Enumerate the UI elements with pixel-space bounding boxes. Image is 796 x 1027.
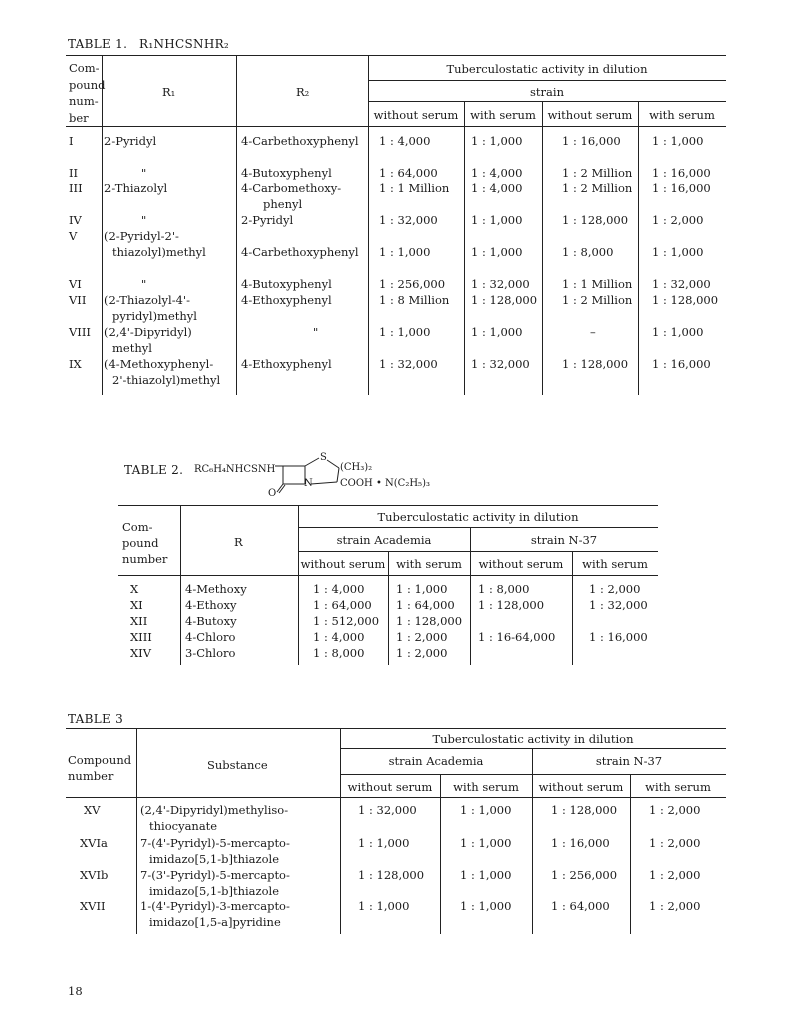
value-cell: 1 : 32,000: [471, 277, 530, 291]
table1-r2-header: R₂: [296, 85, 310, 99]
value-cell: 1 : 2,000: [396, 646, 448, 660]
table1-title: TABLE 1.: [68, 37, 128, 51]
compound-number: XI: [130, 598, 143, 612]
table1-col-header: with serum: [649, 108, 715, 122]
value-cell: 1 : 128,000: [358, 868, 425, 882]
r2-cell: 4-Ethoxyphenyl: [241, 293, 332, 307]
r1-cell: 2-Pyridyl: [104, 134, 157, 148]
value-cell: 1 : 1 Million: [379, 181, 450, 195]
compound-number: VIII: [69, 325, 91, 339]
value-cell: 1 : 1,000: [379, 325, 431, 339]
substance-cell: (2,4'-Dipyridyl)methyliso-: [140, 803, 289, 817]
substance-cell: imidazo[1,5-a]pyridine: [149, 915, 281, 929]
value-cell: 1 : 2,000: [396, 630, 448, 644]
value-cell: 1 : 1,000: [471, 245, 523, 259]
table3-substance-header: Substance: [207, 758, 268, 772]
table2-col-header: with serum: [582, 557, 648, 571]
table2-rule: [298, 527, 658, 528]
r-cell: 4-Methoxy: [185, 582, 247, 596]
table1-col-rule: [638, 101, 639, 395]
value-cell: 1 : 1,000: [460, 803, 512, 817]
table1-r1-header: R₁: [162, 85, 176, 99]
table3-strain-academia: strain Academia: [388, 754, 484, 768]
table3-strain-n37: strain N-37: [595, 754, 663, 768]
r1-cell: ": [141, 277, 147, 291]
compound-number: X: [130, 582, 139, 596]
value-cell: 1 : 128,000: [471, 293, 538, 307]
r2-cell: 2-Pyridyl: [241, 213, 294, 227]
table2-title: TABLE 2.: [124, 463, 184, 477]
table3-title: TABLE 3: [68, 712, 124, 726]
table1-col-header: without serum: [373, 108, 459, 122]
table2-col-header: without serum: [478, 557, 564, 571]
compound-number: I: [69, 134, 74, 148]
table1-col-rule: [464, 101, 465, 395]
struct-oxygen: O: [268, 488, 277, 499]
value-cell: 1 : 16,000: [589, 630, 648, 644]
value-cell: 1 : 4,000: [471, 166, 523, 180]
r1-cell: (2,4'-Dipyridyl): [104, 325, 192, 339]
table2-col-header: with serum: [396, 557, 462, 571]
value-cell: 1 : 1,000: [471, 325, 523, 339]
compound-number: IX: [69, 357, 82, 371]
value-cell: 1 : 128,000: [562, 213, 629, 227]
struct-ch3: (CH₃)₂: [340, 462, 373, 473]
substance-cell: thiocyanate: [149, 819, 218, 833]
page-number: 18: [68, 984, 83, 998]
compound-number: VII: [69, 293, 87, 307]
table1-compound-header: Com- pound num- ber: [69, 61, 106, 125]
table1-strain-header: strain: [530, 85, 564, 99]
value-cell: 1 : 128,000: [478, 598, 545, 612]
value-cell: 1 : 2,000: [649, 899, 701, 913]
r1-cell: ": [141, 213, 147, 227]
r2-cell: 4-Ethoxyphenyl: [241, 357, 332, 371]
compound-number: V: [69, 229, 78, 243]
value-cell: 1 : 1,000: [471, 134, 523, 148]
table2-compound-header: Com- pound number: [122, 520, 168, 566]
value-cell: 1 : 4,000: [471, 181, 523, 195]
table3-col-header: without serum: [538, 780, 624, 794]
value-cell: 1 : 32,000: [652, 277, 711, 291]
table2-r-header: R: [234, 535, 243, 549]
table1-rule: [368, 101, 726, 102]
value-cell: 1 : 8,000: [478, 582, 530, 596]
value-cell: 1 : 2,000: [649, 868, 701, 882]
table2-strain-n37: strain N-37: [530, 533, 598, 547]
table3-top-rule: [66, 728, 726, 729]
value-cell: 1 : 1,000: [379, 245, 431, 259]
value-cell: 1 : 2 Million: [562, 166, 633, 180]
compound-number: VI: [69, 277, 82, 291]
table3-col-header: with serum: [453, 780, 519, 794]
value-cell: 1 : 4,000: [313, 630, 365, 644]
r2-cell: ": [313, 325, 319, 339]
value-cell: 1 : 8,000: [562, 245, 614, 259]
value-cell: 1 : 16-64,000: [478, 630, 556, 644]
value-cell: 1 : 256,000: [551, 868, 618, 882]
r1-cell: 2-Thiazolyl: [104, 181, 168, 195]
table2-top-rule: [118, 505, 658, 506]
value-cell: 1 : 128,000: [652, 293, 719, 307]
compound-number: XVIb: [80, 868, 109, 882]
value-cell: 1 : 1,000: [460, 836, 512, 850]
value-cell: 1 : 4,000: [379, 134, 431, 148]
value-cell: 1 : 64,000: [396, 598, 455, 612]
r1-cell: thiazolyl)methyl: [112, 245, 206, 259]
table2-col-header: without serum: [300, 557, 386, 571]
table1-col-rule: [542, 101, 543, 395]
compound-number: II: [69, 166, 79, 180]
table2-formula-prefix: RC₆H₄NHCSNH: [194, 464, 276, 475]
substance-cell: imidazo[5,1-b]thiazole: [149, 884, 279, 898]
value-cell: 1 : 16,000: [551, 836, 610, 850]
table3-col-header: without serum: [347, 780, 433, 794]
substance-cell: 7-(3'-Pyridyl)-5-mercapto-: [140, 868, 290, 882]
substance-cell: 1-(4'-Pyridyl)-3-mercapto-: [140, 899, 290, 913]
r2-cell: 4-Butoxyphenyl: [241, 166, 332, 180]
value-cell: 1 : 1,000: [460, 868, 512, 882]
value-cell: 1 : 512,000: [313, 614, 380, 628]
value-cell: 1 : 1,000: [652, 325, 704, 339]
table3-compound-header: Compound number: [68, 753, 132, 783]
r2-cell: 4-Carbethoxyphenyl: [241, 134, 359, 148]
value-cell: 1 : 16,000: [652, 166, 711, 180]
r1-cell: 2'-thiazolyl)methyl: [112, 373, 221, 387]
value-cell: 1 : 1,000: [471, 213, 523, 227]
r2-cell: 4-Butoxyphenyl: [241, 277, 332, 291]
value-cell: 1 : 4,000: [313, 582, 365, 596]
struct-sulfur: S: [320, 452, 327, 463]
value-cell: 1 : 64,000: [551, 899, 610, 913]
table1-activity-header: Tuberculostatic activity in dilution: [446, 62, 648, 76]
table3-col-rule: [136, 728, 137, 934]
table3-col-rule: [630, 774, 631, 934]
table1-col-rule: [236, 55, 237, 395]
value-cell: 1 : 16,000: [652, 181, 711, 195]
value-cell: 1 : 1,000: [652, 134, 704, 148]
table2-col-rule: [180, 505, 181, 665]
table2-strain-academia: strain Academia: [336, 533, 432, 547]
value-cell: 1 : 128,000: [562, 357, 629, 371]
value-cell: 1 : 1,000: [460, 899, 512, 913]
r1-cell: pyridyl)methyl: [112, 309, 197, 323]
compound-number: XVII: [80, 899, 106, 913]
r1-cell: (2-Pyridyl-2'-: [104, 229, 179, 243]
substance-cell: 7-(4'-Pyridyl)-5-mercapto-: [140, 836, 290, 850]
compound-number: IV: [69, 213, 82, 227]
compound-number: XII: [130, 614, 148, 628]
substance-cell: imidazo[5,1-b]thiazole: [149, 852, 279, 866]
struct-cooh: COOH • N(C₂H₅)₃: [340, 478, 430, 489]
table1-col-rule: [368, 55, 369, 395]
table3-rule: [340, 748, 726, 749]
value-cell: 1 : 32,000: [358, 803, 417, 817]
value-cell: 1 : 64,000: [313, 598, 372, 612]
compound-number: III: [69, 181, 83, 195]
r1-cell: methyl: [112, 341, 152, 355]
table3-col-rule: [532, 748, 533, 934]
value-cell: 1 : 1,000: [396, 582, 448, 596]
value-cell: 1 : 2,000: [589, 582, 641, 596]
value-cell: 1 : 8 Million: [379, 293, 450, 307]
value-cell: 1 : 32,000: [589, 598, 648, 612]
value-cell: 1 : 64,000: [379, 166, 438, 180]
table3-col-header: with serum: [645, 780, 711, 794]
r1-cell: ": [141, 166, 147, 180]
compound-number: XIV: [130, 646, 152, 660]
table1-top-rule: [66, 55, 726, 56]
compound-number: XIII: [130, 630, 152, 644]
table1-rule: [368, 80, 726, 81]
table1-col-header: with serum: [470, 108, 536, 122]
r1-cell: (4-Methoxyphenyl-: [104, 357, 214, 371]
structure-diagram: [275, 452, 355, 498]
value-cell: 1 : 1,000: [358, 899, 410, 913]
r2-cell: phenyl: [263, 197, 303, 211]
value-cell: 1 : 1,000: [652, 245, 704, 259]
compound-number: XVIa: [80, 836, 108, 850]
r-cell: 4-Butoxy: [185, 614, 237, 628]
r2-cell: 4-Carbomethoxy-: [241, 181, 342, 195]
table3-rule: [340, 774, 726, 775]
value-cell: 1 : 32,000: [379, 213, 438, 227]
table1-formula: R₁NHCSNHR₂: [139, 37, 230, 51]
value-cell: 1 : 128,000: [396, 614, 463, 628]
value-cell: 1 : 2,000: [649, 836, 701, 850]
value-cell: –: [590, 325, 596, 339]
table1-header-rule: [66, 126, 726, 127]
value-cell: 1 : 16,000: [652, 357, 711, 371]
struct-nitrogen: N: [304, 478, 313, 489]
r-cell: 3-Chloro: [185, 646, 236, 660]
r-cell: 4-Chloro: [185, 630, 236, 644]
table1-col-header: without serum: [547, 108, 633, 122]
value-cell: 1 : 128,000: [551, 803, 618, 817]
value-cell: 1 : 2,000: [652, 213, 704, 227]
table3-header-rule: [66, 797, 726, 798]
value-cell: 1 : 2 Million: [562, 293, 633, 307]
r2-cell: 4-Carbethoxyphenyl: [241, 245, 359, 259]
table2-col-rule: [298, 505, 299, 665]
value-cell: 1 : 256,000: [379, 277, 446, 291]
value-cell: 1 : 2,000: [649, 803, 701, 817]
value-cell: 1 : 8,000: [313, 646, 365, 660]
value-cell: 1 : 1 Million: [562, 277, 633, 291]
value-cell: 1 : 32,000: [379, 357, 438, 371]
value-cell: 1 : 1,000: [358, 836, 410, 850]
value-cell: 1 : 2 Million: [562, 181, 633, 195]
table3-col-rule: [440, 774, 441, 934]
r-cell: 4-Ethoxy: [185, 598, 237, 612]
compound-number: XV: [84, 803, 101, 817]
table3-activity-header: Tuberculostatic activity in dilution: [432, 732, 634, 746]
value-cell: 1 : 16,000: [562, 134, 621, 148]
table2-col-rule: [470, 527, 471, 665]
table2-activity-header: Tuberculostatic activity in dilution: [377, 510, 579, 524]
value-cell: 1 : 32,000: [471, 357, 530, 371]
table2-rule: [298, 551, 658, 552]
r1-cell: (2-Thiazolyl-4'-: [104, 293, 190, 307]
